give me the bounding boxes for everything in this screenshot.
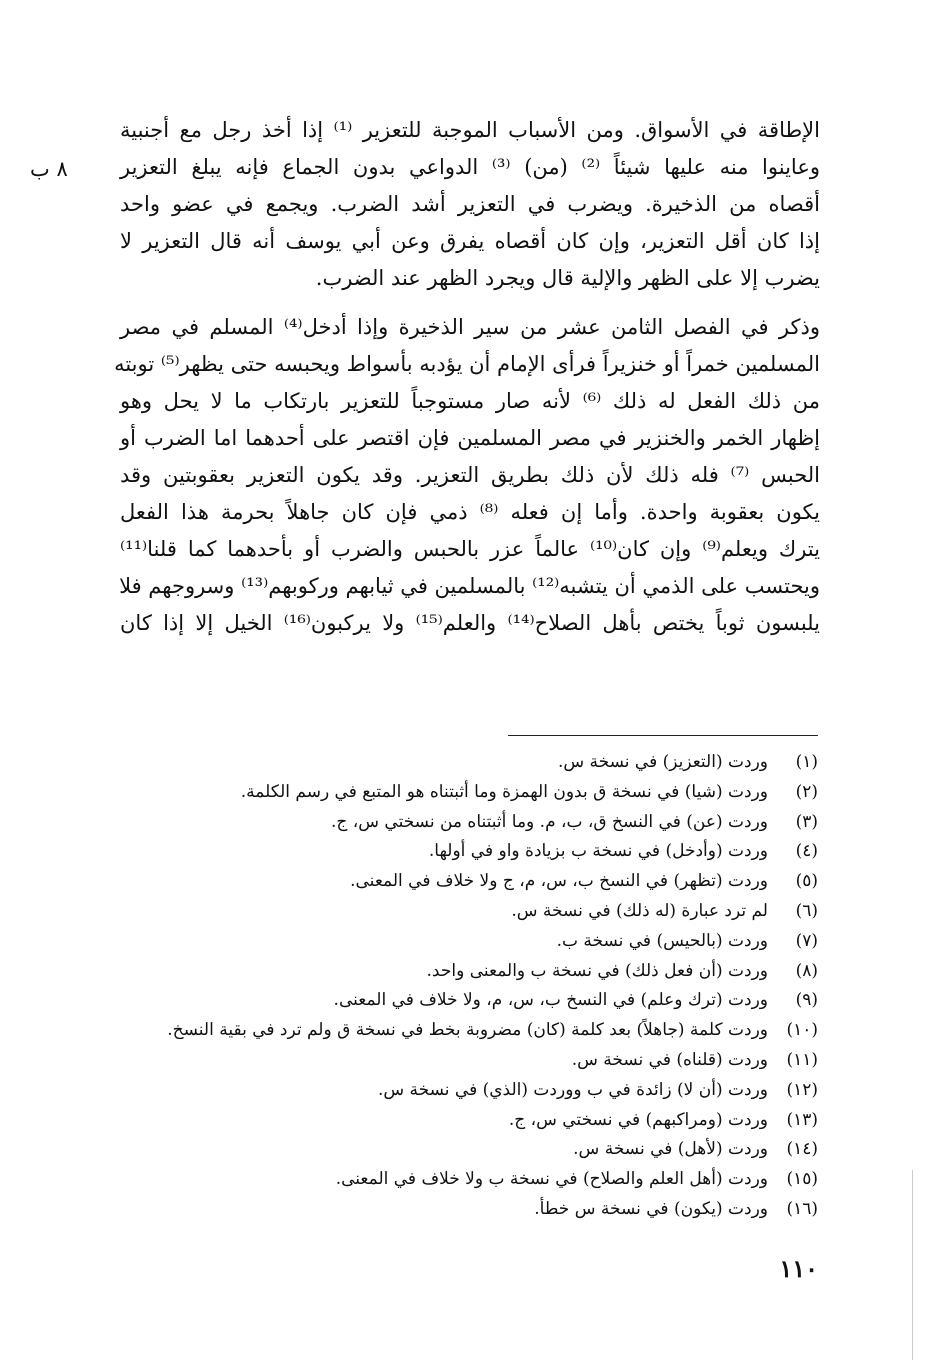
footnote-text: وردت (التعزيز) في نسخة س.: [557, 752, 768, 772]
manuscript-folio-marker: ٨ ب: [30, 157, 68, 181]
footnote-number: (١٥): [786, 1169, 818, 1190]
footnote-text: وردت (لأهل) في نسخة س.: [573, 1139, 768, 1160]
main-text: [114, 112, 821, 642]
text-line: وذكر في الفصل الثامن عشر من سير الذخيرة وإذا أدخل⁽⁴⁾ المسلم في مصر: [120, 315, 821, 339]
footnote-number: (٦): [795, 900, 818, 921]
footnote-number: (٨): [795, 960, 818, 981]
footnote: [118, 986, 818, 1016]
footnote: [118, 897, 818, 927]
scan-edge-line: [912, 1170, 913, 1360]
text-line: يترك ويعلم⁽⁹⁾ وإن كان⁽¹⁰⁾ عالماً عزر بالحبس والضرب أو بأحدهما كما قلنا⁽¹¹⁾: [120, 537, 820, 561]
text-line: الحبس ⁽⁷⁾ فله ذلك لأن ذلك بطريق التعزير. وقد يكون التعزير بعقوبتين وقد: [120, 463, 820, 487]
footnote-number: (٤): [795, 841, 818, 862]
footnote: [118, 1076, 818, 1106]
footnote-number: (١٦): [786, 1198, 818, 1219]
footnote: [118, 837, 818, 867]
page-number: ١١٠: [779, 1254, 818, 1283]
footnote-text: وردت (أن فعل ذلك) في نسخة ب والمعنى واحد.: [426, 960, 768, 981]
footnote-text: وردت كلمة (جاهلاً) بعد كلمة (كان) مضروبة بخط في نسخة ق ولم ترد في بقية النسخ.: [167, 1020, 768, 1041]
footnote-text: وردت (عن) في النسخ ق، ب، م. وما أثبتناه من نسختي س، ج.: [330, 811, 768, 832]
paragraph-gap: [120, 297, 820, 309]
footnote: [118, 1046, 818, 1076]
footnote-number: (٢): [795, 781, 818, 802]
text-line: إظهار الخمر والخنزير في مصر المسلمين فإن اقتصر على أحدهما اما الضرب أو: [120, 426, 820, 450]
text-line: المسلمين خمراً أو خنزيراً فرأى الإمام أن يؤدبه بأسواط ويحبسه حتى يظهر⁽⁵⁾ توبته: [114, 352, 820, 376]
text-line: من ذلك الفعل له ذلك ⁽⁶⁾ لأنه صار مستوجباً للتعزير بارتكاب ما لا يحل وهو: [120, 389, 820, 413]
footnote-number: (١٣): [786, 1109, 818, 1130]
footnote: [118, 1135, 818, 1165]
footnote: [118, 808, 818, 838]
footnote-number: (١٢): [786, 1079, 818, 1100]
footnote: [118, 867, 818, 897]
footnote-number: (٩): [795, 990, 818, 1011]
footnote-number: (٣): [795, 811, 818, 832]
text-line: يضرب إلا على الظهر والإلية قال ويجرد الظهر عند الضرب.: [315, 266, 820, 290]
text-line: إذا كان أقل التعزير، وإن كان أقصاه يفرق وعن أبي يوسف أنه قال التعزير لا: [120, 229, 820, 253]
footnote-number: (٥): [795, 871, 818, 892]
footnote-text: وردت (بالحيس) في نسخة ب.: [556, 930, 768, 951]
footnote-text: وردت (وأدخل) في نسخة ب بزيادة واو في أولها.: [428, 841, 768, 862]
text-line: أقصاه من الذخيرة. ويضرب في التعزير أشد الضرب. ويجمع في عضو واحد: [120, 192, 820, 216]
text-line: وعاينوا منه عليها شيئاً ⁽²⁾ (من) ⁽³⁾ الدواعي بدون الجماع فإنه يبلغ التعزير: [120, 155, 820, 179]
footnote: [118, 1195, 818, 1225]
footnote-text: وردت (أهل العلم والصلاح) في نسخة ب ولا خلاف في المعنى.: [335, 1169, 768, 1190]
footnote: [118, 1106, 818, 1136]
footnote-text: وردت (شيا) في نسخة ق بدون الهمزة وما أثبتناه هو المتبع في رسم الكلمة.: [240, 781, 768, 802]
footnote-text: وردت (ترك وعلم) في النسخ ب، س، م، ولا خلاف في المعنى.: [333, 990, 768, 1011]
footnote: [118, 1016, 818, 1046]
footnote-text: لم ترد عبارة (له ذلك) في نسخة س.: [511, 900, 768, 921]
footnote-number: (١١): [786, 1049, 818, 1070]
text-line: الإطاقة في الأسواق. ومن الأسباب الموجبة للتعزير ⁽¹⁾ إذا أخذ رجل مع أجنبية: [120, 118, 820, 142]
footnote-number: (١٤): [786, 1139, 818, 1160]
footnote: [118, 927, 818, 957]
footnote-text: وردت (تظهر) في النسخ ب، س، م، ج ولا خلاف في المعنى.: [350, 871, 768, 892]
footnote-text: وردت (ومراكبهم) في نسختي س، ج.: [508, 1109, 768, 1130]
text-line: يلبسون ثوباً يختص بأهل الصلاح⁽¹⁴⁾ والعلم⁽¹⁵⁾ ولا يركبون⁽¹⁶⁾ الخيل إلا إذا كان: [120, 611, 820, 635]
footnote: [118, 1165, 818, 1195]
text-line: ويحتسب على الذمي أن يتشبه⁽¹²⁾ بالمسلمين في ثيابهم وركوبهم⁽¹³⁾ وسروجهم فلا: [119, 574, 820, 598]
footnote-number: (٧): [795, 930, 818, 951]
footnote: [118, 778, 818, 808]
footnotes: [118, 748, 818, 1225]
footnote-text: وردت (قلناه) في نسخة س.: [571, 1049, 768, 1070]
footnote-number: (١): [795, 752, 818, 772]
footnote: [118, 748, 818, 778]
footnote-text: وردت (يكون) في نسخة س خطأ.: [534, 1198, 768, 1219]
text-line: يكون بعقوبة واحدة. وأما إن فعله ⁽⁸⁾ ذمي فإن كان جاهلاً بحرمة هذا الفعل: [120, 500, 821, 524]
footnote-number: (١٠): [786, 1020, 818, 1041]
footnote-separator: [508, 735, 818, 736]
footnote: [118, 957, 818, 987]
footnote-text: وردت (أن لا) زائدة في ب ووردت (الذي) في نسخة س.: [377, 1079, 768, 1100]
